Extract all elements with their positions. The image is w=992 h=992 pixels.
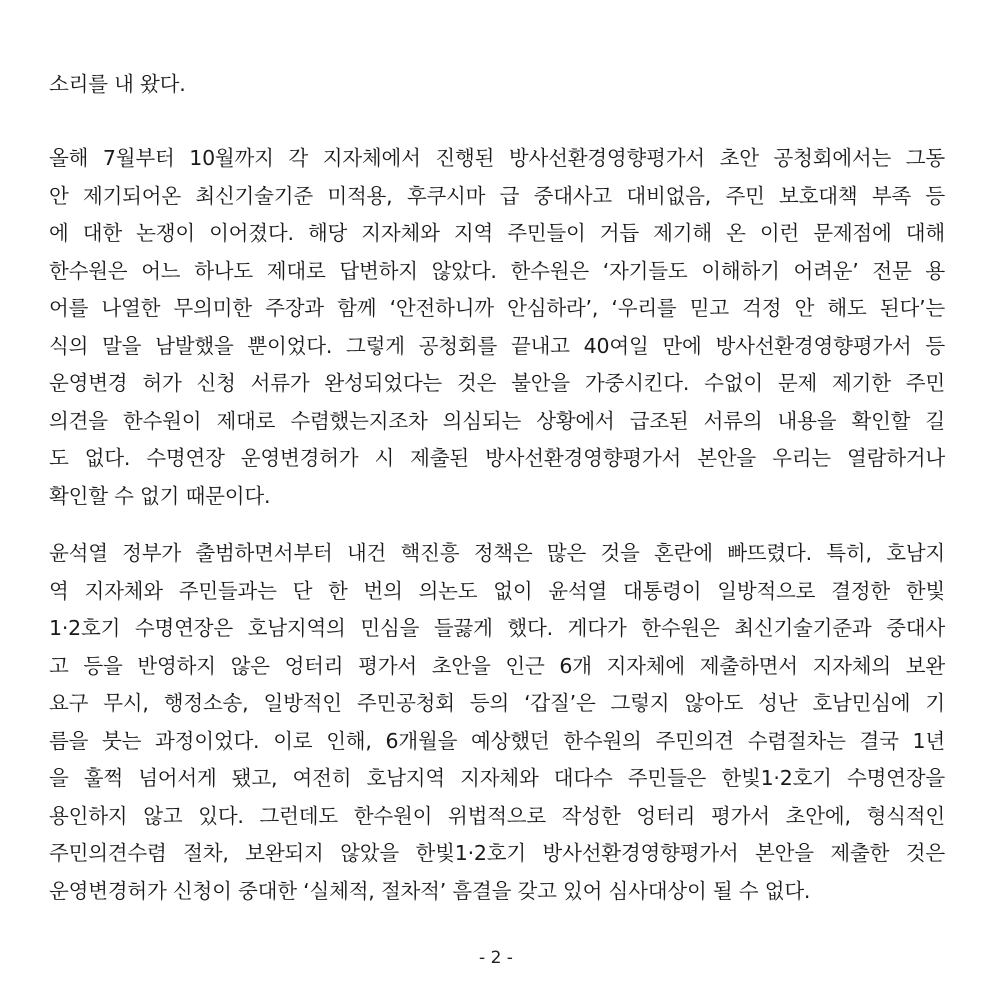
paragraph-line: 어를 나열한 무의미한 주장과 함께 ‘안전하니까 안심하라’, ‘우리를 믿고 걱정 안 해도 된다’는: [49, 296, 945, 320]
paragraph-line: 역 지자체와 주민들과는 단 한 번의 의논도 없이 윤석열 대통령이 일방적으로 결정한 한빛: [49, 578, 945, 603]
paragraph-line: 도 없다. 수명연장 운영변경허가 시 제출된 방사선환경영향평가서 본안을 우리는 열람하거나: [49, 446, 945, 470]
paragraph-line: 올해 7월부터 10월까지 각 지자체에서 진행된 방사선환경영향평가서 초안 공청회에서는 그동: [49, 146, 945, 170]
paragraph-nuclear-policy: [49, 535, 945, 910]
paragraph-line: 안 제기되어온 최신기술기준 미적용, 후쿠시마 급 중대사고 대비없음, 주민 보호대책 부족 등: [49, 183, 945, 208]
paragraph-line: 운영변경 허가 신청 서류가 완성되었다는 것은 불안을 가중시킨다. 수없이 문제 제기한 주민: [49, 371, 945, 395]
paragraph-line: 용인하지 않고 있다. 그런데도 한수원이 위법적으로 작성한 엉터리 평가서 초안에, 형식적인: [49, 803, 945, 828]
paragraph-line: 주민의견수렴 절차, 보완되지 않았을 한빛1·2호기 방사선환경영향평가서 본안을 제출한 것은: [49, 841, 945, 865]
paragraph-line: 운영변경허가 신청이 중대한 ‘실체적, 절차적’ 흠결을 갖고 있어 심사대상이 될 수 없다.: [49, 878, 811, 903]
paragraph-line: 식의 말을 남발했을 뿐이었다. 그렇게 공청회를 끝내고 40여일 만에 방사선환경영향평가서 등: [49, 333, 945, 358]
paragraph-line: 요구 무시, 행정소송, 일방적인 주민공청회 등의 ‘갑질’은 그렇지 않아도 성난 호남민심에 기: [49, 691, 945, 715]
paragraph-line: 고 등을 반영하지 않은 엉터리 평가서 초안을 인근 6개 지자체에 제출하면서 지자체의 보완: [49, 653, 945, 678]
paragraph-line: 1·2호기 수명연장은 호남지역의 민심을 들끓게 했다. 게다가 한수원은 최신기술기준과 중대사: [49, 616, 945, 640]
paragraph-public-hearing: [49, 140, 945, 515]
paragraph-line: 확인할 수 없기 때문이다.: [49, 483, 271, 508]
paragraph-line: 을 훌쩍 넘어서게 됐고, 여전히 호남지역 지자체와 대다수 주민들은 한빛1·2호기 수명연장을: [49, 766, 945, 790]
paragraph-line: 윤석열 정부가 출범하면서부터 내건 핵진흥 정책은 많은 것을 혼란에 빠뜨렸다. 특히, 호남지: [49, 541, 945, 565]
paragraph-line: 소리를 내 왔다.: [49, 72, 186, 96]
paragraph-line: 한수원은 어느 하나도 제대로 답변하지 않았다. 한수원은 ‘자기들도 이해하기 어려운’ 전문 용: [49, 258, 945, 283]
paragraph-line: 에 대한 논쟁이 이어졌다. 해당 지자체와 지역 주민들이 거듭 제기해 온 이런 문제점에 대해: [49, 221, 945, 245]
paragraph-line: 름을 붓는 과정이었다. 이로 인해, 6개월을 예상했던 한수원의 주민의견 수렴절차는 결국 1년: [49, 728, 945, 753]
paragraph-line: 의견을 한수원이 제대로 수렴했는지조차 의심되는 상황에서 급조된 서류의 내용을 확인할 길: [49, 408, 945, 433]
paragraph-intro-fragment: [49, 66, 945, 104]
page-number: - 2 -: [479, 948, 513, 968]
